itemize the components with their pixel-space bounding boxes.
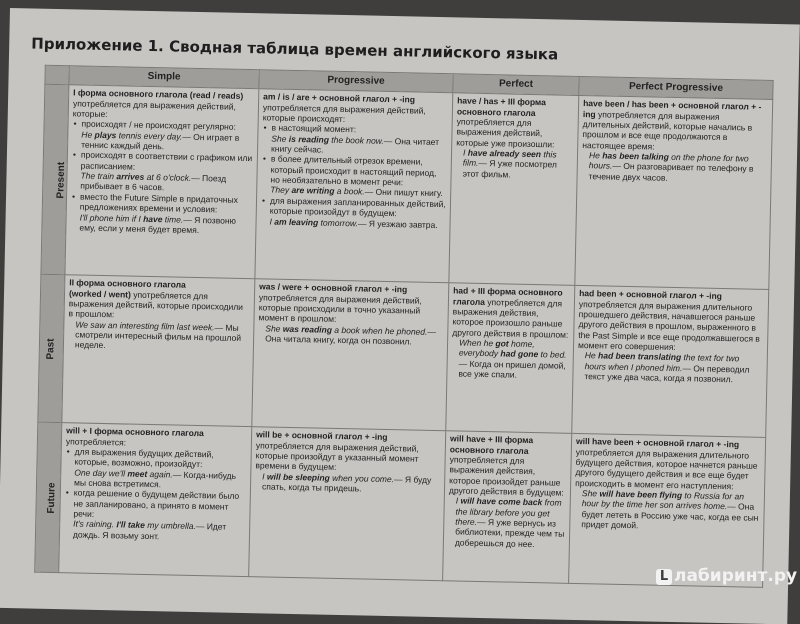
list-item: • в более длительный отрезок времени, который происходит в настоящий период, но необязательно в момент речи: They are writing a book.— Они пишут книгу. <box>270 154 447 199</box>
cell-past-perfect-progressive: had been + основной глагол + -ing употребляется для выражения длительного прошедшего действия, начавшегося раньше другого действия в прошлом, выраженного в the Past Simple и все еще продолжавшегося в момент его совершения: He had been translating the text for two hours when I phoned him.— Он переводил текст уже два часа, когда я позвонил. <box>572 286 769 438</box>
corner-cell <box>45 65 69 85</box>
header-perfect-progressive: Perfect Progressive <box>579 76 773 99</box>
watermark-logo <box>656 566 797 586</box>
list-item: • вместо the Future Simple в придаточных предложениях времени и условия: I'll phone him if I have time.— Я позвоню ему, если у меня будет время. <box>79 191 252 236</box>
list-item: • когда решение о будущем действии было не запланировано, а принято в момент речи: It's raining. I'll take my umbrella.— Идет дождь. Я возьму зонт. <box>73 488 246 543</box>
cell-past-progressive: was / were + основной глагол + -ing употребляется для выражения действий, которые происходили в точно указанный момент в прошлом: She was reading a book when he phoned.— Она читала книгу, когда он позвонил. <box>252 279 449 431</box>
list-item: • происходят / не происходят регулярно: He plays tennis every day.— Он играет в теннис каждый день. <box>81 119 254 154</box>
cell-present-perfect-progressive: have been / has been + основной глагол + -ing употребляется для выражения длительных действий, которые начались в прошлом и все еще продолжаются в настоящее время: He has been talking on the phone for two hours.— Он разговаривает по телефону в течение двух часов. <box>575 96 773 290</box>
tense-label-future: Future <box>35 422 62 572</box>
header-perfect: Perfect <box>453 74 579 96</box>
row-past <box>38 274 769 437</box>
header-simple: Simple <box>69 66 259 89</box>
tense-label-present: Present <box>41 84 69 274</box>
labirint-logo-icon: L <box>656 569 672 585</box>
cell-future-perfect-progressive: will have been + основной глагол + -ing употребляется для выражения длительного будущего действия, которое начнется раньше другого будущего действия и все еще будет происходить в момент его наступления: She will have been flying to Russia for an hour by the time her son arrives home.— Она будет лететь в Россию уже час, когда ее сын придет домой. <box>569 434 766 588</box>
cell-present-perfect: have / has + III форма основного глагола употребляется для выражения действий, которые уже произошли: I have already seen this film.— Я уже посмотрел этот фильм. <box>449 93 579 286</box>
cell-present-simple: I форма основного глагола (read / reads) употребляется для выражения действий, которые: • происходят / не происходят регулярно: He plays tennis every day.— Он играет в теннис каждый день. • происходят в соответствии с графиком или расписанием: The train arrives at 6 o'clock.— Поезд прибывает в 6 часов. • вместо the Future Simple в придаточных предложениях времени и условия: I'll phone him if I have time.— Я позвоню ему, если у меня будет время. <box>65 85 259 279</box>
cell-past-simple: II форма основного глагола (worked / went) употребляется для выражения действий, которые происходили в прошлом: We saw an interesting film last week.— Мы смотрели интересный фильм на прошлой неделе. <box>62 275 255 427</box>
tenses-table <box>34 65 773 588</box>
list-item: • для выражения запланированных действий, которые произойдут в будущем: I am leaving tomorrow.— Я уезжаю завтра. <box>269 195 446 230</box>
list-item: • происходят в соответствии с графиком или расписанием: The train arrives at 6 o'clock.— Поезд прибывает в 6 часов. <box>80 150 253 195</box>
watermark-text: лабиринт.ру <box>674 566 798 586</box>
book-page <box>0 8 800 624</box>
page-title: Приложение 1. Сводная таблица времен английского языка <box>31 34 559 64</box>
cell-present-progressive: am / is / are + основной глагол + -ing употребляется для выражения действий, которые происходят: • в настоящий момент: She is reading the book now.— Она читает книгу сейчас. • в более длительный отрезок времени, который происходит в настоящий период, но необязательно в момент речи: They are writing a book.— Они пишут книгу. • для выражения запланированных действий, которые произойдут в будущем: I am leaving tomorrow.— Я уезжаю завтра. <box>255 89 453 283</box>
tense-label-past: Past <box>38 274 65 422</box>
header-progressive: Progressive <box>259 70 453 93</box>
list-item: • в настоящий момент: She is reading the book now.— Она читает книгу сейчас. <box>271 123 448 158</box>
row-future <box>35 422 766 587</box>
cell-future-progressive: will be + основной глагол + -ing употребляется для выражения действий, которые произойдут в указанный момент времени в будущем: I will be sleeping when you come.— Я буду спать, когда ты придешь. <box>249 427 446 581</box>
list-item: • для выражения будущих действий, которые, возможно, произойдут: One day we'll meet again.— Когда-нибудь мы снова встретимся. <box>74 446 247 491</box>
row-present <box>41 84 773 289</box>
cell-past-perfect: had + III форма основного глагола употребляется для выражения действия, которое произошло раньше другого действия в прошлом: When he got home, everybody had gone to bed.— Когда он пришел домой, все уже спали. <box>446 283 575 434</box>
cell-future-simple: will + I форма основного глагола употребляется: • для выражения будущих действий, которые, возможно, произойдут: One day we'll meet again.— Когда-нибудь мы снова встретимся. • когда решение о будущем действии было не запланировано, а принято в момент речи: It's raining. I'll take my umbrella.— Идет дождь. Я возьму зонт. <box>59 423 252 577</box>
cell-future-perfect: will have + III форма основного глагола употребляется для выражения действия, которое произойдет раньше другого действия в будущем: I will have come back from the library before you get there.— Я уже вернусь из библиотеки, прежде чем ты доберешься до нее. <box>443 431 572 584</box>
